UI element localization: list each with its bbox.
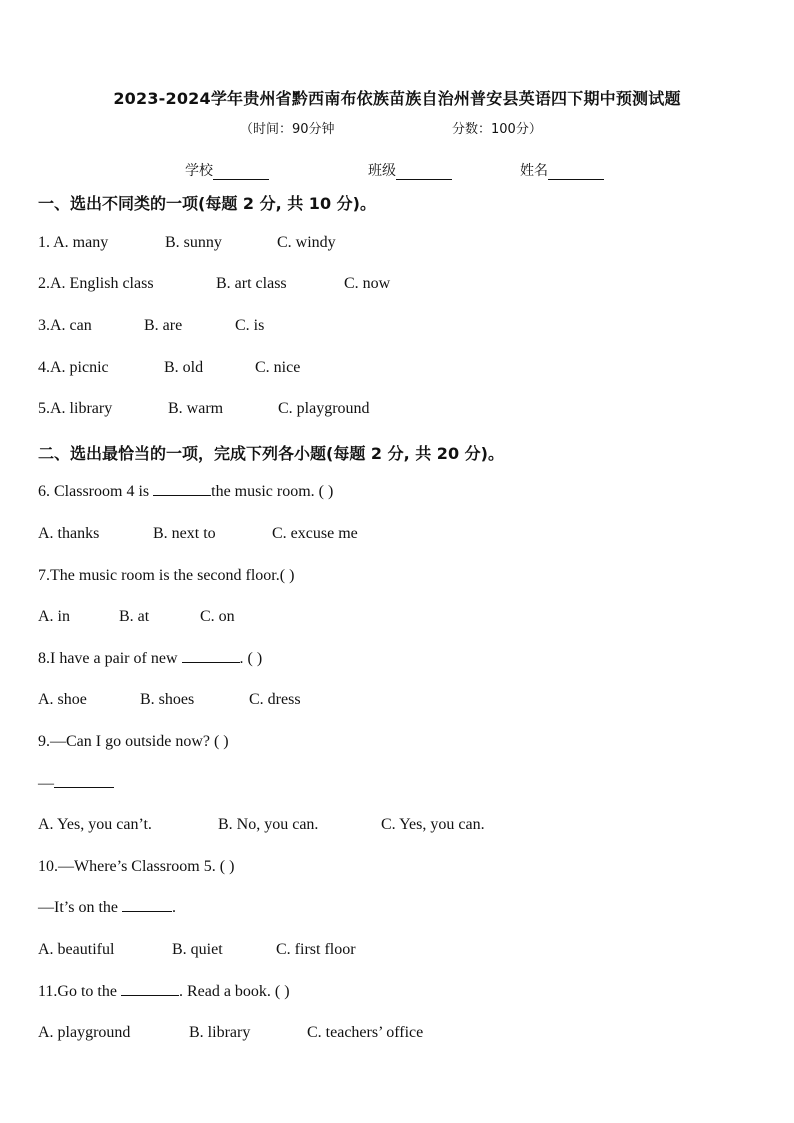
q6-stem-end: the music room. ( ): [211, 483, 334, 500]
question-1: [38, 234, 336, 252]
question-9-answer-line: [38, 775, 114, 793]
q3-option-a: 3.A. can: [38, 317, 92, 334]
q2-option-b: B. art class: [216, 275, 287, 292]
q10-option-c: C. first floor: [276, 941, 356, 958]
question-7-stem: 7.The music room is the second floor.( ): [38, 567, 295, 584]
q7-option-b: B. at: [119, 608, 150, 625]
school-blank[interactable]: [213, 165, 269, 180]
q3-option-b: B. are: [144, 317, 183, 334]
q9-option-b: B. No, you can.: [218, 816, 319, 833]
q11-option-c: C. teachers’ office: [307, 1024, 424, 1041]
q11-option-b: B. library: [189, 1024, 251, 1041]
school-field: [185, 160, 269, 180]
q1-option-c: C. windy: [277, 234, 336, 251]
q9-option-c: C. Yes, you can.: [381, 816, 485, 833]
q5-option-c: C. playground: [278, 400, 370, 417]
class-field: [368, 160, 452, 180]
q7-option-c: C. on: [200, 608, 235, 625]
class-blank[interactable]: [396, 165, 452, 180]
section1-heading: 一、选出不同类的一项(每题 2 分, 共 10 分)。: [38, 194, 376, 213]
q2-option-c: C. now: [344, 275, 391, 292]
q9-option-a: A. Yes, you can’t.: [38, 816, 152, 833]
q3-option-c: C. is: [235, 317, 265, 334]
question-6-options: [38, 525, 358, 543]
question-8-stem: [38, 650, 262, 668]
q10-answer-start: —It’s on the: [38, 899, 122, 916]
q8-option-c: C. dress: [249, 691, 301, 708]
section2-heading: 二、选出最恰当的一项，完成下列各小题(每题 2 分, 共 20 分)。: [38, 444, 504, 463]
q8-stem-end: . ( ): [239, 650, 263, 667]
q10-blank[interactable]: [122, 899, 172, 912]
question-10-stem: 10.—Where’s Classroom 5. ( ): [38, 858, 235, 875]
q6-option-b: B. next to: [153, 525, 216, 542]
q4-option-b: B. old: [164, 359, 204, 376]
q5-option-b: B. warm: [168, 400, 224, 417]
q6-option-c: C. excuse me: [272, 525, 358, 542]
q4-option-a: 4.A. picnic: [38, 359, 109, 376]
question-4: [38, 359, 300, 377]
question-9-options: [38, 816, 485, 834]
class-label: 班级: [368, 163, 396, 179]
question-10-options: [38, 941, 356, 959]
q11-blank[interactable]: [121, 983, 179, 996]
q1-option-a: 1. A. many: [38, 234, 109, 251]
q6-blank[interactable]: [153, 483, 211, 496]
q8-option-a: A. shoe: [38, 691, 87, 708]
school-label: 学校: [185, 163, 213, 179]
name-label: 姓名: [520, 163, 548, 179]
q6-stem-start: 6. Classroom 4 is: [38, 483, 154, 500]
name-field: [520, 160, 604, 180]
q11-stem-end: . Read a book. ( ): [178, 983, 290, 1000]
q8-option-b: B. shoes: [140, 691, 195, 708]
q8-blank[interactable]: [182, 650, 240, 663]
question-7-options: [38, 608, 235, 626]
q9-answer-prefix: —: [38, 775, 54, 792]
q5-option-a: 5.A. library: [38, 400, 113, 417]
question-3: [38, 317, 264, 335]
q11-stem-start: 11.Go to the: [38, 983, 121, 1000]
q4-option-c: C. nice: [255, 359, 301, 376]
time-limit: （时间：90分钟: [240, 122, 335, 137]
page-title: 2023-2024学年贵州省黔西南布依族苗族自治州普安县英语四下期中预测试题: [113, 89, 681, 108]
q1-option-b: B. sunny: [165, 234, 222, 251]
q7-option-a: A. in: [38, 608, 70, 625]
q6-option-a: A. thanks: [38, 525, 100, 542]
q9-blank[interactable]: [54, 775, 114, 788]
q10-option-a: A. beautiful: [38, 941, 115, 958]
q11-option-a: A. playground: [38, 1024, 131, 1041]
question-11-stem: [38, 983, 290, 1001]
q10-answer-end: .: [172, 899, 176, 916]
total-score: 分数：100分）: [452, 122, 542, 137]
q2-option-a: 2.A. English class: [38, 275, 154, 292]
q8-stem-start: 8.I have a pair of new: [38, 650, 182, 667]
q10-option-b: B. quiet: [172, 941, 223, 958]
question-9-stem: 9.—Can I go outside now? ( ): [38, 733, 229, 750]
question-5: [38, 400, 370, 418]
question-8-options: [38, 691, 301, 709]
question-2: [38, 275, 390, 293]
name-blank[interactable]: [548, 165, 604, 180]
question-6-stem: [38, 483, 333, 501]
question-11-options: [38, 1024, 423, 1042]
question-10-answer-line: [38, 899, 176, 917]
